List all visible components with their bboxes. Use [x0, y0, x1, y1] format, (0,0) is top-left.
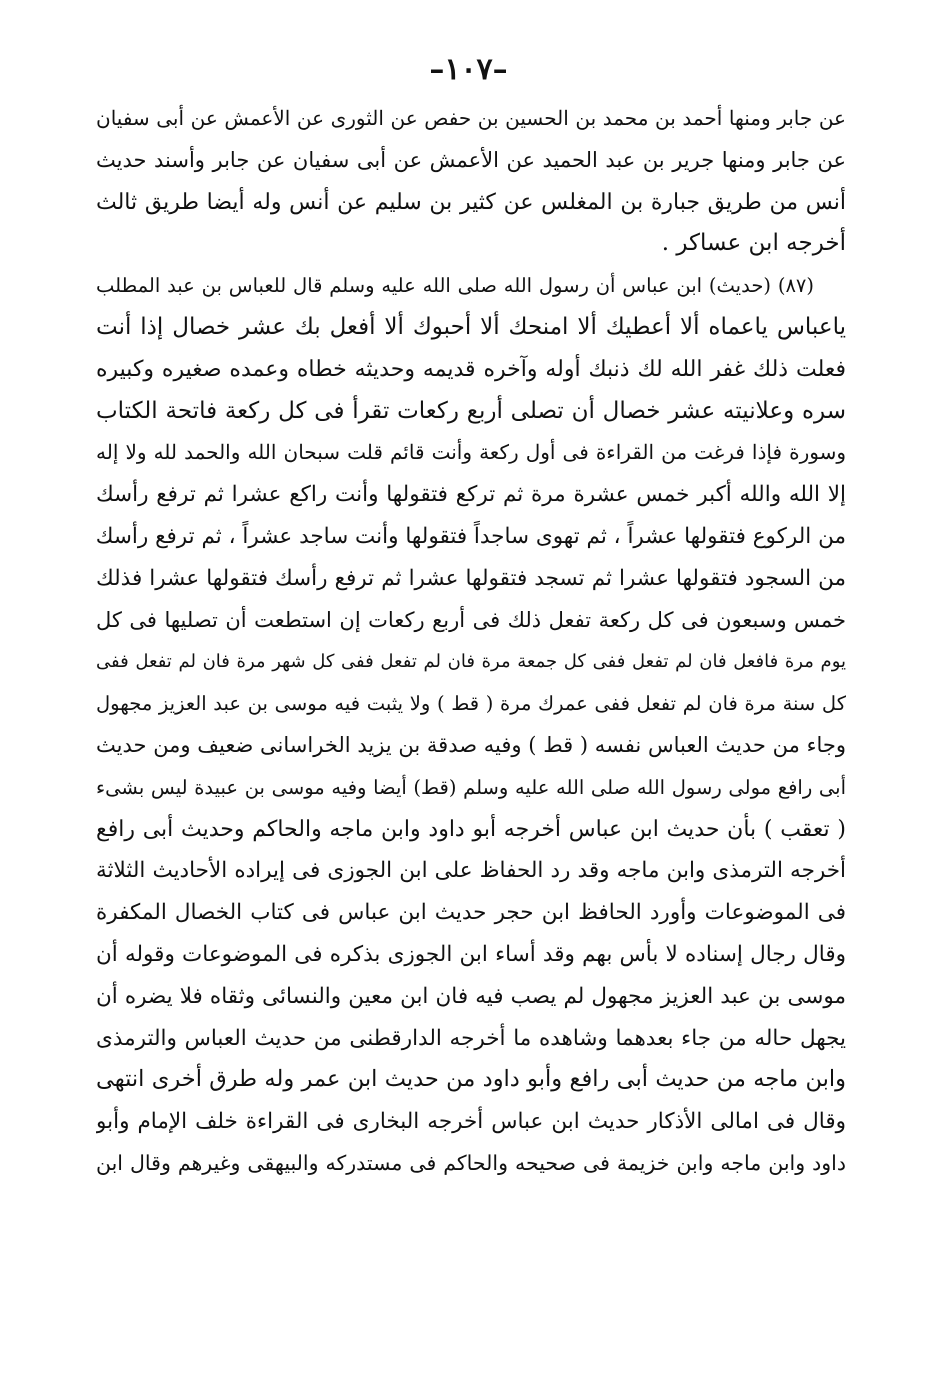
text-line: عن جابر ومنها أحمد بن محمد بن الحسين بن حفص عن الثورى عن الأعمش عن أبى سفيان — [96, 106, 846, 130]
text-line: داود وابن ماجه وابن خزيمة فى صحيحه والحاكم فى مستدركه والبيهقى وغيرهم وقال ابن — [96, 1150, 846, 1175]
body-text — [96, 98, 846, 1185]
page-number: –١٠٧– — [429, 52, 508, 87]
text-line: يجهل حاله من جاء بعدهما وشاهده ما أخرجه الدارقطنى من حديث العباس والترمذى — [96, 1025, 846, 1051]
text-line: أنس من طريق جبارة بن المغلس عن كثير بن سليم عن أنس وله أيضا طريق ثالث — [96, 189, 846, 215]
text-line: موسى بن عبد العزيز مجهول لم يصب فيه فان ابن معين والنسائى وثقاه فلا يضره أن — [96, 983, 846, 1009]
text-line: كل سنة مرة فان لم تفعل ففى عمرك مرة ( قط ) ولا يثبت فيه موسى بن عبد العزيز مجهول — [96, 692, 846, 716]
hadith-heading-line: (٨٧) (حديث) ابن عباس أن رسول الله صلى الله عليه وسلم قال للعباس بن عبد المطلب — [96, 274, 814, 298]
text-line: وقال رجال إسناده لا بأس بهم وقد أساء ابن الجوزى بذكره فى الموضوعات وقوله أن — [96, 941, 846, 967]
text-line: وجاء من حديث العباس نفسه ( قط ) وفيه صدقة بن يزيد الخراسانى ضعيف ومن حديث — [96, 732, 846, 757]
text-line: ( تعقب ) بأن حديث ابن عباس أخرجه أبو داود وابن ماجه والحاكم وحديث أبى رافع — [96, 816, 846, 842]
text-line: فعلت ذلك غفر الله لك ذنبك أوله وآخره قديمه وحديثه خطاه وعمده صغيره وكبيره — [96, 356, 846, 382]
text-line: من السجود فتقولها عشرا ثم تسجد فتقولها عشرا ثم ترفع رأسك فتقولها عشرا فذلك — [96, 565, 846, 591]
text-line: وقال فى امالى الأذكار حديث ابن عباس أخرجه البخارى فى القراءة خلف الإمام وأبو — [96, 1109, 846, 1135]
text-line: إلا الله والله أكبر خمس عشرة مرة ثم تركع فتقولها وأنت راكع عشرا ثم ترفع رأسك — [96, 482, 846, 508]
text-line: سره وعلانيته عشر خصال أن تصلى أربع ركعات تقرأ فى كل ركعة فاتحة الكتاب — [96, 397, 846, 424]
text-line: يوم مرة فافعل فان لم تفعل ففى كل جمعة مرة فان لم تفعل ففى كل شهر مرة فان لم تفعل ففى — [96, 651, 846, 673]
text-line: وابن ماجه من حديث أبى رافع وأبو داود من حديث ابن عمر وله طرق أخرى انتهى — [96, 1066, 846, 1093]
text-line: فى الموضوعات وأورد الحافظ ابن حجر حديث ابن عباس فى كتاب الخصال المكفرة — [96, 900, 846, 926]
text-line: أخرجه ابن عساكر . — [661, 230, 846, 257]
text-line: من الركوع فتقولها عشراً ، ثم تهوى ساجداً فتقولها وأنت ساجد عشراً ، ثم ترفع رأسك — [96, 523, 846, 549]
text-line: أبى رافع مولى رسول الله صلى الله عليه وسلم (قط) أيضا وفيه موسى بن عبيدة ليس بشىء — [96, 775, 846, 799]
text-line: ياعباس ياعماه ألا أعطيك ألا امنحك ألا أحبوك ألا أفعل بك عشر خصال إذا أنت — [96, 313, 846, 340]
text-line: وسورة فإذا فرغت من القراءة فى أول ركعة وأنت قائم قلت سبحان الله والحمد لله ولا إله — [96, 440, 846, 465]
text-line: أخرجه الترمذى وابن ماجه وقد رد الحفاظ على ابن الجوزى فى إيراده الأحاديث الثلاثة — [96, 858, 846, 884]
text-line: عن جابر ومنها جرير بن عبد الحميد عن الأعمش عن أبى سفيان عن جابر وأسند حديث — [96, 147, 846, 172]
text-line: خمس وسبعون فى كل ركعة تفعل ذلك فى أربع ركعات إن استطعت أن تصليها فى كل — [96, 607, 846, 632]
